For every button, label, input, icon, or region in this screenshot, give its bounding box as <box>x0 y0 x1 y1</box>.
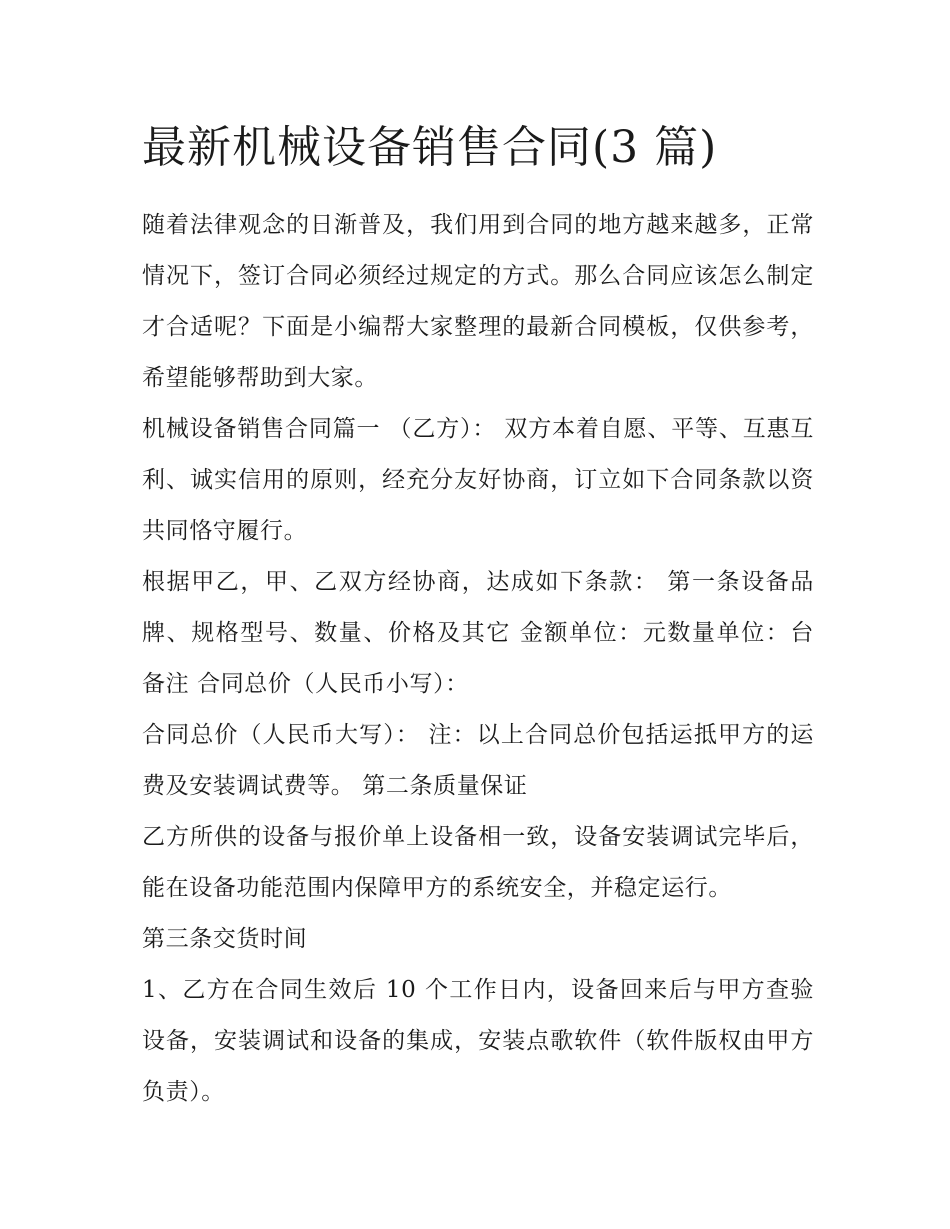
paragraph-intro: 随着法律观念的日渐普及，我们用到合同的地方越来越多，正常情况下，签订合同必须经过规定的方式。那么合同应该怎么制定才合适呢？下面是小编帮大家整理的最新合同模板，仅供参考，希望能够帮助到大家。 <box>142 212 814 391</box>
paragraph-article-one: 根据甲乙，甲、乙双方经协商，达成如下条款： 第一条设备品牌、规格型号、数量、价格及其它 金额单位：元数量单位：台 备注 合同总价（人民币小写）： <box>142 569 814 697</box>
paragraph-total-price: 合同总价（人民币大写）： 注：以上合同总价包括运抵甲方的运费及安装调试费等。 第二条质量保证 <box>142 722 814 799</box>
document-title: 最新机械设备销售合同(3 篇) <box>142 122 718 173</box>
paragraph-quality: 乙方所供的设备与报价单上设备相一致，设备安装调试完毕后，能在设备功能范围内保障甲方的系统安全，并稳定运行。 <box>142 824 814 901</box>
paragraph-contract-one: 机械设备销售合同篇一 （乙方）： 双方本着自愿、平等、互惠互利、诚实信用的原则，经充分友好协商，订立如下合同条款以资共同恪守履行。 <box>142 416 814 544</box>
paragraph-article-three-heading: 第三条交货时间 <box>142 926 308 952</box>
paragraph-delivery: 1、乙方在合同生效后 10 个工作日内，设备回来后与甲方查验设备，安装调试和设备的集成，安装点歌软件（软件版权由甲方负责）。 <box>142 977 814 1105</box>
document-body <box>142 118 814 1118</box>
